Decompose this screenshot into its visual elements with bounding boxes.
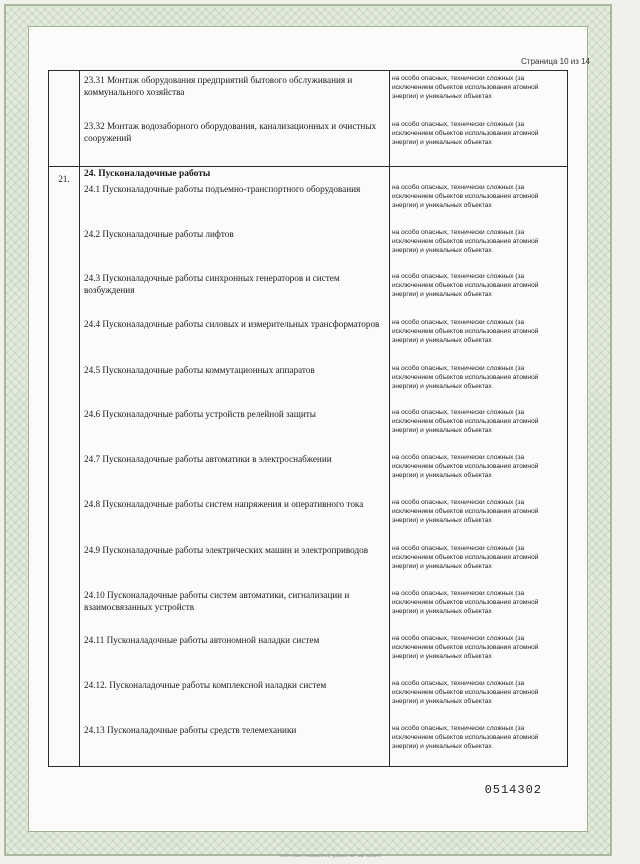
- condition-cell: на особо опасных, технически сложных (за исключением объектов использования атомной энергии) и уникальных объектах: [392, 499, 539, 524]
- condition-cell: на особо опасных, технически сложных (за исключением объектов использования атомной энергии) и уникальных объектах: [392, 725, 539, 750]
- work-item: 24.9 Пусконаладочные работы электрических машин и электроприводов: [84, 545, 369, 555]
- work-item: 24.2 Пусконаладочные работы лифтов: [84, 229, 234, 239]
- condition-cell: на особо опасных, технически сложных (за исключением объектов использования атомной энергии) и уникальных объектах: [392, 454, 539, 479]
- work-item: 24.5 Пусконаладочные работы коммутационных аппаратов: [84, 365, 315, 375]
- work-item: 24.7 Пусконаладочные работы автоматики в электроснабжении: [84, 454, 332, 464]
- condition-cell: на особо опасных, технически сложных (за исключением объектов использования атомной энергии) и уникальных объектах: [392, 319, 539, 344]
- row-number: 21.: [58, 174, 70, 184]
- condition-cell: на особо опасных, технически сложных (за исключением объектов использования атомной энергии) и уникальных объектах: [392, 184, 539, 209]
- permit-table: [48, 70, 568, 767]
- condition-cell: на особо опасных, технически сложных (за исключением объектов использования атомной энергии) и уникальных объектах: [392, 75, 539, 100]
- condition-cell: на особо опасных, технически сложных (за исключением объектов использования атомной энергии) и уникальных объектах: [392, 680, 539, 705]
- work-item: 24.10 Пусконаладочные работы систем автоматики, сигнализации и взаимосвязанных устройств: [84, 590, 350, 612]
- serial-number: 0514302: [484, 783, 542, 797]
- column-divider-condition: [389, 71, 390, 766]
- printer-footer: ООО «Знак», Москва, 2012, уровень «В», зак. 28-8874: [279, 853, 381, 858]
- work-item: 24.6 Пусконаладочные работы устройств релейной защиты: [84, 409, 316, 419]
- section-title: 24. Пусконаладочные работы: [84, 169, 211, 179]
- work-item: 24.1 Пусконаладочные работы подъемно-транспортного оборудования: [84, 184, 361, 194]
- work-item: 23.32 Монтаж водозаборного оборудования, канализационных и очистных сооружений: [84, 121, 377, 143]
- condition-cell: на особо опасных, технически сложных (за исключением объектов использования атомной энергии) и уникальных объектах: [392, 229, 539, 254]
- column-divider-number: [79, 71, 80, 766]
- work-item: 24.8 Пусконаладочные работы систем напряжения и оперативного тока: [84, 499, 364, 509]
- work-item: 24.13 Пусконаладочные работы средств телемеханики: [84, 725, 297, 735]
- condition-cell: на особо опасных, технически сложных (за исключением объектов использования атомной энергии) и уникальных объектах: [392, 590, 539, 615]
- page-number: Страница 10 из 14: [521, 57, 590, 66]
- condition-cell: на особо опасных, технически сложных (за исключением объектов использования атомной энергии) и уникальных объектах: [392, 545, 539, 570]
- condition-cell: на особо опасных, технически сложных (за исключением объектов использования атомной энергии) и уникальных объектах: [392, 121, 539, 146]
- work-item: 24.12. Пусконаладочные работы комплексной наладки систем: [84, 680, 327, 690]
- condition-cell: на особо опасных, технически сложных (за исключением объектов использования атомной энергии) и уникальных объектах: [392, 365, 539, 390]
- work-item: 23.31 Монтаж оборудования предприятий бытового обслуживания и коммунального хозяйства: [84, 75, 353, 97]
- condition-cell: на особо опасных, технически сложных (за исключением объектов использования атомной энергии) и уникальных объектах: [392, 635, 539, 660]
- work-item: 24.3 Пусконаладочные работы синхронных генераторов и систем возбуждения: [84, 273, 340, 295]
- row-separator: [49, 166, 567, 167]
- work-item: 24.4 Пусконаладочные работы силовых и измерительных трансформаторов: [84, 319, 380, 329]
- work-item: 24.11 Пусконаладочные работы автономной наладки систем: [84, 635, 320, 645]
- condition-cell: на особо опасных, технически сложных (за исключением объектов использования атомной энергии) и уникальных объектах: [392, 273, 539, 298]
- condition-cell: на особо опасных, технически сложных (за исключением объектов использования атомной энергии) и уникальных объектах: [392, 409, 539, 434]
